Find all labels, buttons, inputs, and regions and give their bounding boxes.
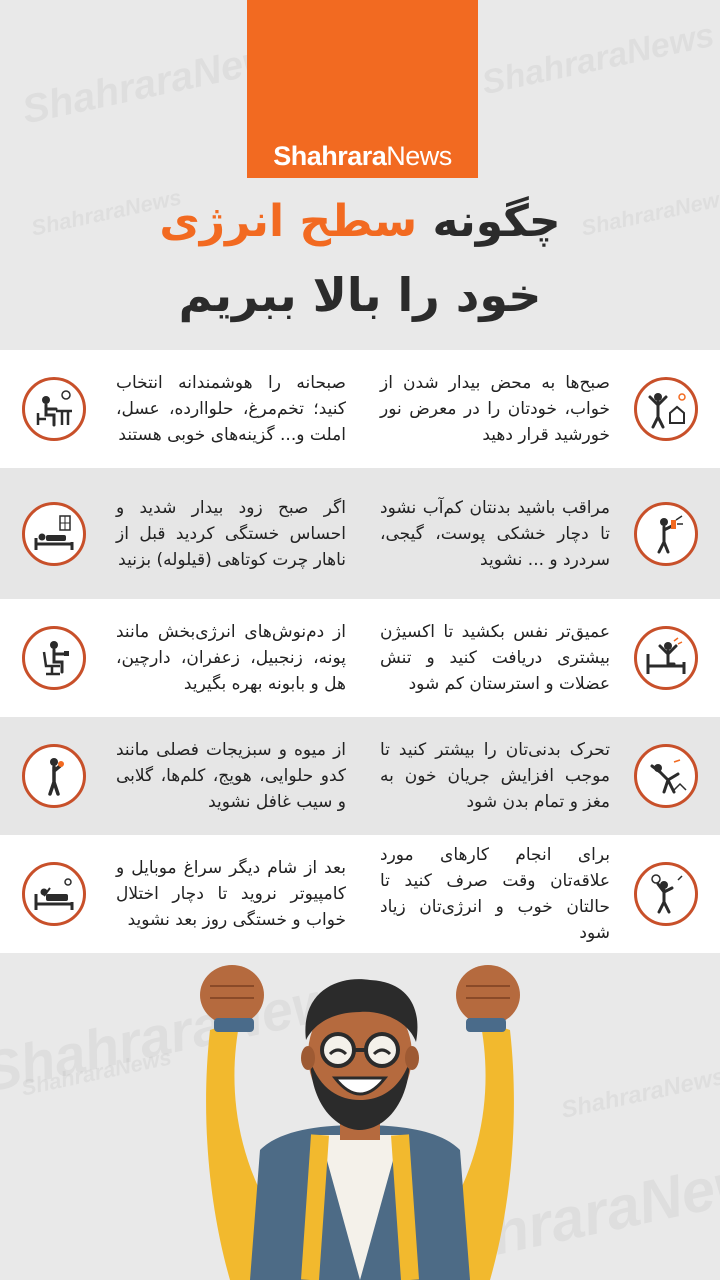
- brand-name-bold: Shahrara: [273, 141, 387, 171]
- tip-cell: [360, 468, 720, 599]
- tip-cell: [0, 599, 360, 717]
- tip-cell: [0, 468, 360, 599]
- drinking-water-icon: [634, 502, 698, 566]
- phone-in-bed-icon: [22, 862, 86, 926]
- brand-logo-text: [247, 141, 478, 172]
- tip-text: بعد از شام دیگر سراغ موبایل و کامپیوتر نروید تا دچار اختلال خواب و خستگی روز بعد نشوید: [116, 858, 346, 930]
- tip-text: عمیق‌تر نفس بکشید تا اکسیژن بیشتری دریافت کنید و تنش عضلات و استرستان کم شود: [380, 622, 610, 694]
- title-prefix: چگونه: [432, 196, 561, 247]
- stretching-exercise-icon: [634, 744, 698, 808]
- deep-breath-icon: [634, 626, 698, 690]
- tip-cell: [360, 350, 720, 468]
- watermark: [559, 1063, 720, 1125]
- title-accent: سطح انرژی: [159, 196, 418, 247]
- nap-bed-icon: [22, 502, 86, 566]
- tip-cell: [360, 835, 720, 953]
- page-title-line2: خود را بالا ببریم: [178, 268, 542, 322]
- tip-cell: [0, 835, 360, 953]
- happy-man-cheering-illustration: [170, 950, 550, 1280]
- watermark: [19, 1044, 174, 1101]
- brand-name-regular: News: [386, 141, 452, 171]
- tip-row: [0, 468, 720, 599]
- tip-text: مراقب باشید بدنتان کم‌آب نشود تا دچار خشکی پوست، گیجی، سردرد و ... نشوید: [380, 497, 610, 570]
- tip-cell: [360, 599, 720, 717]
- tip-row: [0, 350, 720, 468]
- tip-text: تحرک بدنی‌تان را بیشتر کنید تا موجب افزایش جریان خون به مغز و تمام بدن شود: [380, 740, 610, 812]
- watermark: [479, 16, 718, 103]
- tip-text: برای انجام کارهای مورد علاقه‌تان وقت صرف کنید تا حالتان خوب و انرژی‌تان زیاد شود: [380, 845, 610, 943]
- brand-logo-block: [247, 0, 478, 178]
- tip-text: از میوه و سبزیجات فصلی مانند کدو حلوایی، هویج، کلم‌ها، گلابی و سیب غافل نشوید: [116, 740, 346, 812]
- tip-text: صبحانه را هوشمندانه انتخاب کنید؛ تخم‌مرغ، حلوا‌ارده، عسل، املت و... گزینه‌های خوبی هستند: [116, 373, 346, 445]
- breakfast-table-icon: [22, 377, 86, 441]
- tip-row: [0, 599, 720, 717]
- tip-cell: [0, 717, 360, 835]
- badminton-hobby-icon: [634, 862, 698, 926]
- tea-chair-icon: [22, 626, 86, 690]
- tip-text: اگر صبح زود بیدار شدید و احساس خستگی کردید قبل از ناهار چرت کوتاهی (قیلوله) بزنید: [116, 497, 346, 570]
- tip-text: از دم‌نوش‌های انرژی‌بخش مانند پونه، زنجبیل، زعفران، دارچین، هل و بابونه بهره بگیرید: [116, 622, 346, 694]
- tip-row: [0, 835, 720, 953]
- tip-text: صبح‌ها به محض بیدار شدن از خواب، خودتان را در معرض نور خورشید قرار دهید: [380, 373, 610, 445]
- tip-cell: [360, 717, 720, 835]
- eating-fruit-icon: [22, 744, 86, 808]
- tips-list: [0, 350, 720, 953]
- tip-cell: [0, 350, 360, 468]
- wake-up-sun-icon: [634, 377, 698, 441]
- page-title-line1: [100, 196, 620, 247]
- tip-row: [0, 717, 720, 835]
